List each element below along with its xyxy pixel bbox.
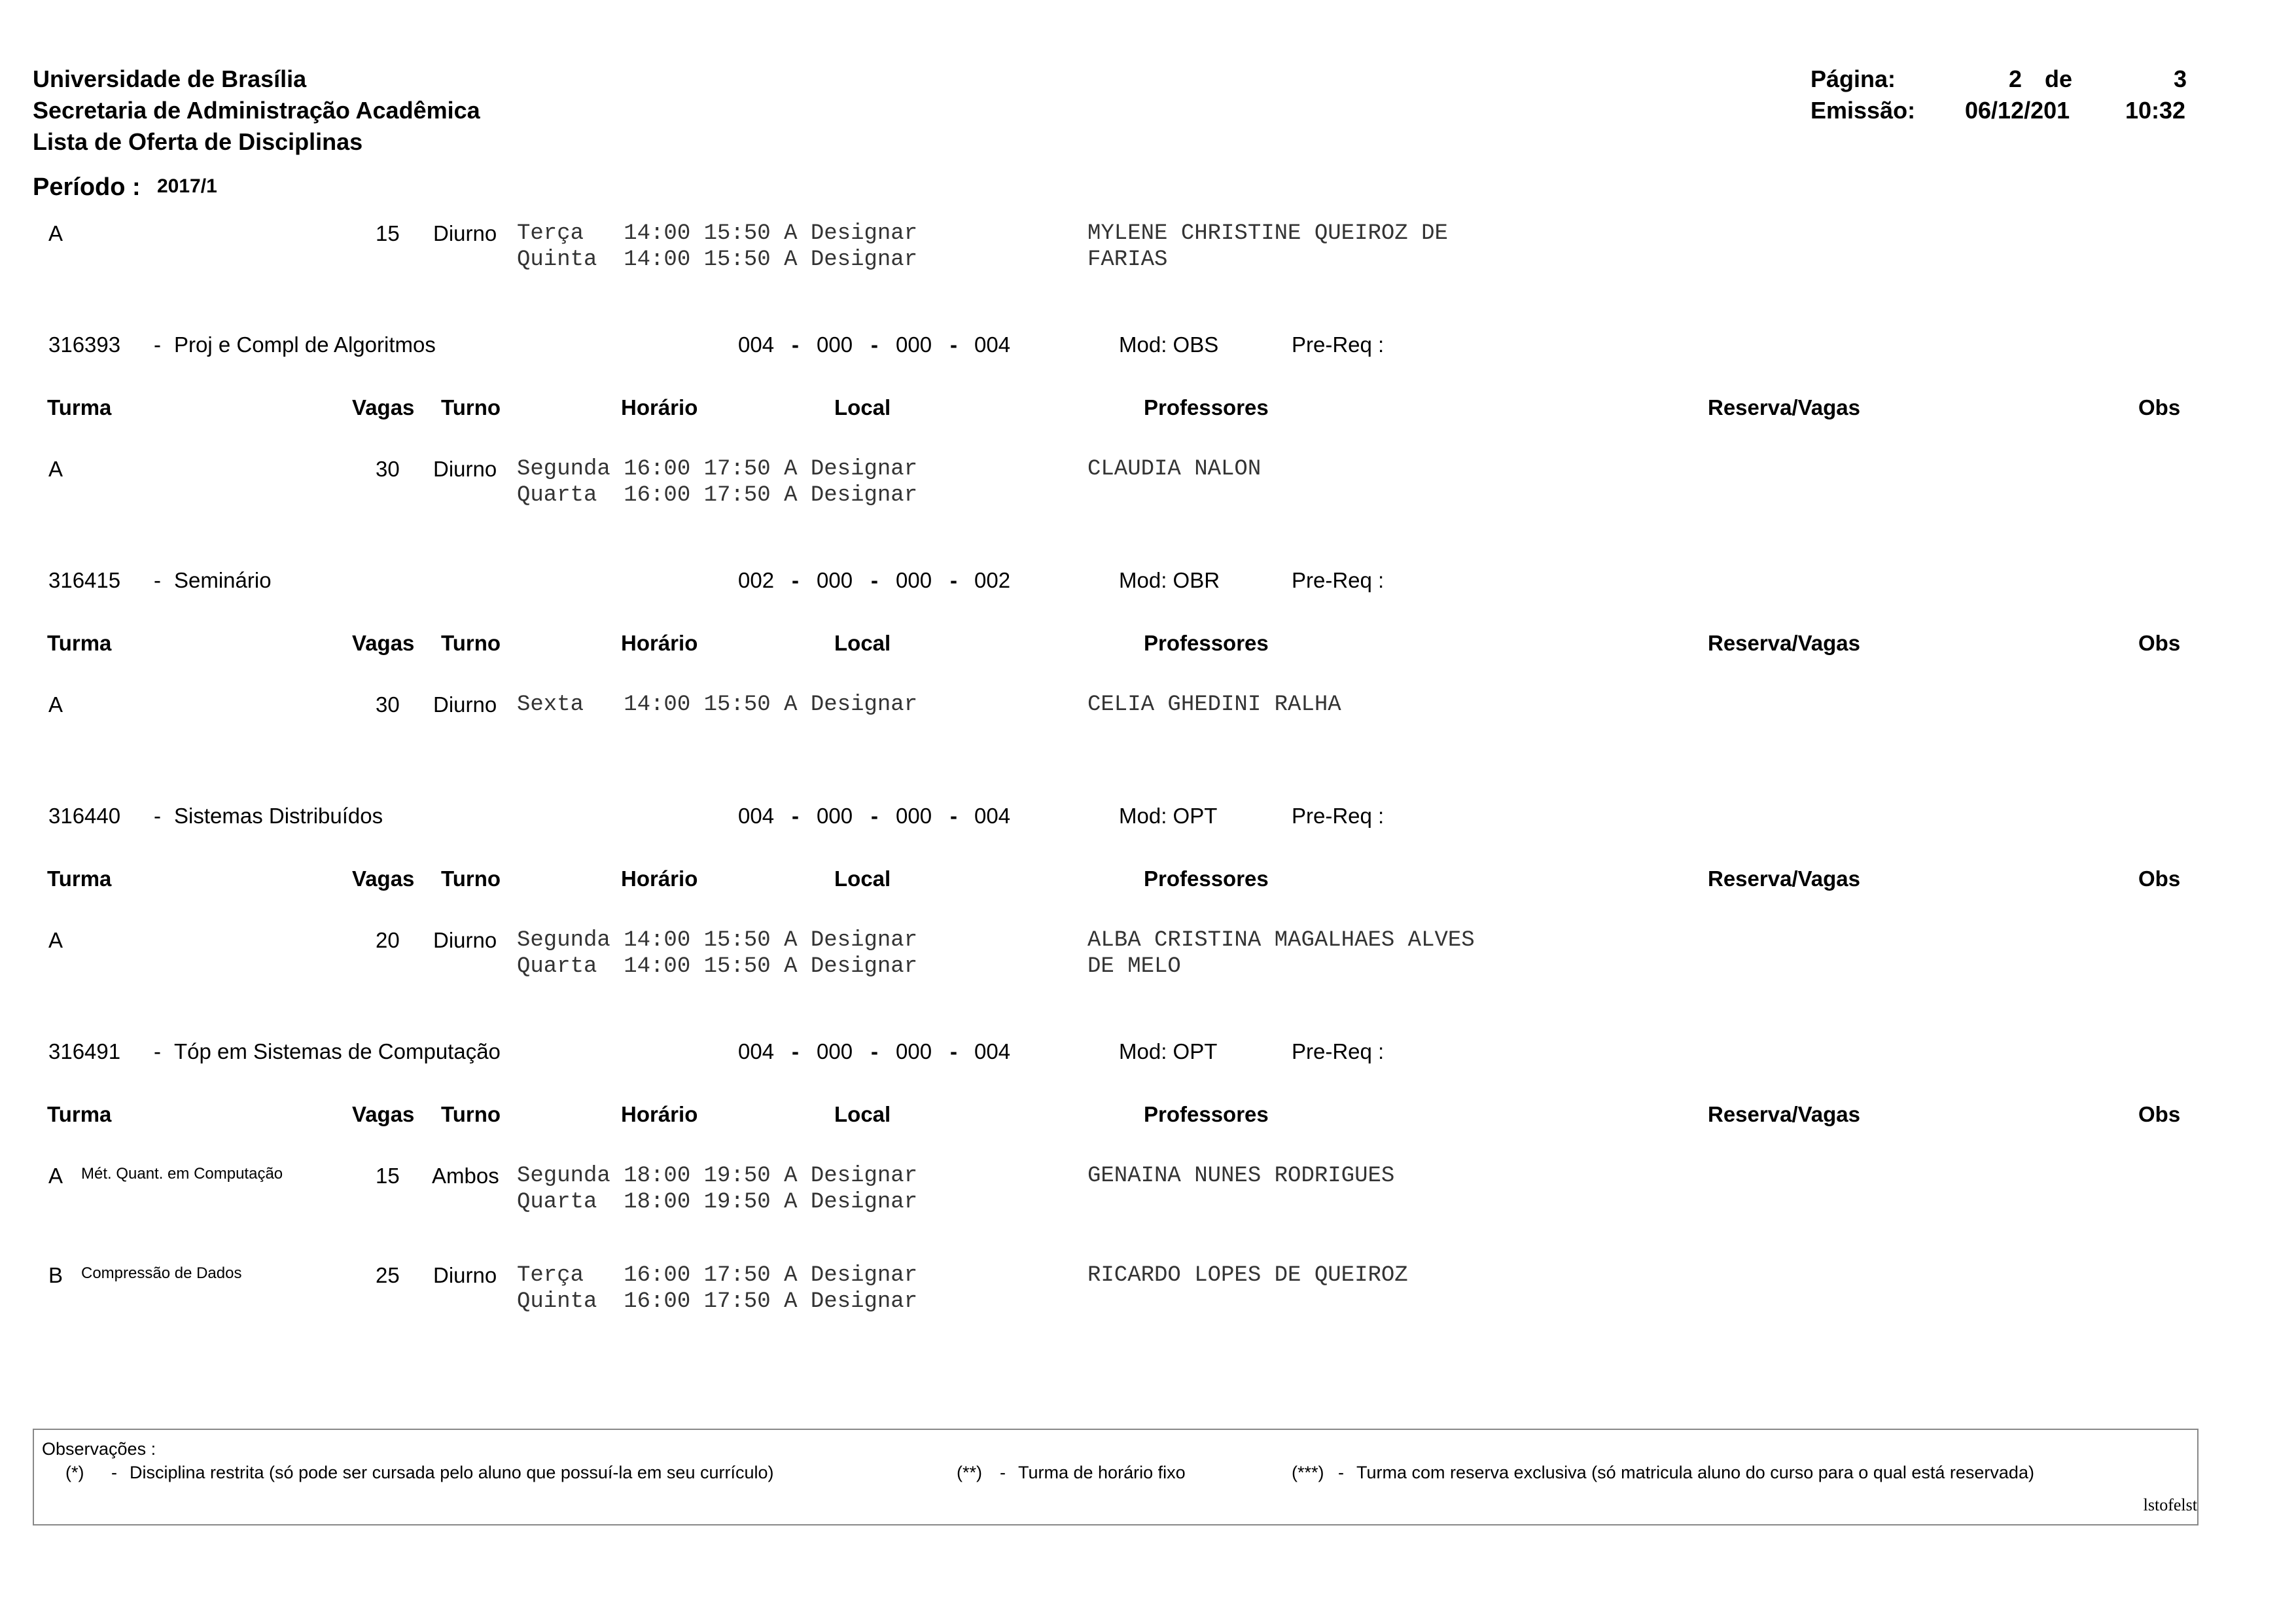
course-prereq: Pre-Req : — [1292, 804, 1385, 828]
credit-value: 004 — [974, 332, 1011, 357]
col-header-horario: Horário — [621, 395, 698, 419]
col-header-turno: Turno — [441, 866, 501, 891]
professor-name: GENAINA NUNES RODRIGUES — [1087, 1164, 1395, 1188]
schedule-line: Quarta 16:00 17:50 A Designar — [517, 483, 918, 508]
turma-turno: Diurno — [433, 692, 497, 717]
col-header-vagas: Vagas — [352, 866, 415, 891]
col-header-horario: Horário — [621, 866, 698, 891]
credit-value: 000 — [817, 332, 853, 357]
credit-value: 004 — [738, 1039, 775, 1063]
obs-mark: (*) — [65, 1463, 84, 1482]
course-separator: - — [154, 332, 161, 357]
col-header-local: Local — [834, 631, 891, 655]
observations-box — [33, 1429, 2199, 1525]
col-header-local: Local — [834, 866, 891, 891]
obs-text: Disciplina restrita (só pode ser cursada pelo aluno que possuí-la em seu currículo) — [130, 1463, 774, 1482]
credit-dash: - — [950, 1039, 957, 1063]
credit-value: 004 — [974, 804, 1011, 828]
turma-turno: Diurno — [433, 928, 497, 952]
col-header-turma: Turma — [47, 866, 112, 891]
course-name: Proj e Compl de Algoritmos — [174, 332, 436, 357]
course-mod: Mod: OPT — [1119, 1039, 1218, 1063]
col-header-reserva: Reserva/Vagas — [1708, 866, 1861, 891]
professor-name: FARIAS — [1087, 247, 1168, 272]
turma-subtitle: Compressão de Dados — [81, 1264, 242, 1282]
schedule-line: Segunda 16:00 17:50 A Designar — [517, 457, 918, 482]
course-prereq: Pre-Req : — [1292, 1039, 1385, 1063]
col-header-professores: Professores — [1144, 631, 1269, 655]
col-header-turno: Turno — [441, 631, 501, 655]
turma-vagas: 30 — [376, 457, 400, 481]
schedule-line: Quarta 14:00 15:50 A Designar — [517, 954, 918, 979]
credit-value: 000 — [817, 568, 853, 592]
course-mod: Mod: OBS — [1119, 332, 1219, 357]
credit-value: 000 — [817, 804, 853, 828]
report-code: lstofelst — [2143, 1495, 2197, 1514]
obs-mark: (***) — [1292, 1463, 1324, 1482]
credit-value: 004 — [738, 332, 775, 357]
professor-name: CLAUDIA NALON — [1087, 457, 1262, 482]
col-header-reserva: Reserva/Vagas — [1708, 1102, 1861, 1126]
col-header-horario: Horário — [621, 631, 698, 655]
emissao-date: 06/12/201 — [1965, 97, 2070, 124]
periodo-label: Período : — [33, 173, 141, 201]
turma-vagas: 15 — [376, 1164, 400, 1188]
course-name: Sistemas Distribuídos — [174, 804, 383, 828]
course-code: 316491 — [48, 1039, 121, 1063]
observations-title: Observações : — [42, 1439, 156, 1459]
course-name: Seminário — [174, 568, 272, 592]
turma-letter: A — [48, 221, 63, 245]
obs-text: Turma com reserva exclusiva (só matricula aluno do curso para o qual está reservada) — [1356, 1463, 2034, 1482]
credit-dash: - — [792, 804, 799, 828]
pagina-number: 2 — [2009, 65, 2022, 92]
course-prereq: Pre-Req : — [1292, 568, 1385, 592]
turma-turno: Diurno — [433, 457, 497, 481]
credit-dash: - — [950, 804, 957, 828]
periodo-value: 2017/1 — [157, 175, 217, 197]
course-code: 316393 — [48, 332, 121, 357]
col-header-vagas: Vagas — [352, 395, 415, 419]
turma-turno: Ambos — [432, 1164, 499, 1188]
col-header-professores: Professores — [1144, 866, 1269, 891]
credit-value: 004 — [738, 804, 775, 828]
turma-turno: Diurno — [433, 221, 497, 245]
col-header-reserva: Reserva/Vagas — [1708, 395, 1861, 419]
turma-letter: A — [48, 457, 63, 481]
schedule-line: Quinta 16:00 17:50 A Designar — [517, 1289, 918, 1314]
col-header-obs: Obs — [2138, 1102, 2181, 1126]
professor-name: CELIA GHEDINI RALHA — [1087, 692, 1341, 717]
col-header-turma: Turma — [47, 631, 112, 655]
credit-value: 000 — [896, 804, 932, 828]
col-header-obs: Obs — [2138, 395, 2181, 419]
col-header-professores: Professores — [1144, 395, 1269, 419]
turma-letter: A — [48, 1164, 63, 1188]
course-prereq: Pre-Req : — [1292, 332, 1385, 357]
pagina-label: Página: — [1810, 65, 1896, 92]
schedule-line: Terça 14:00 15:50 A Designar — [517, 221, 918, 246]
credit-value: 000 — [896, 332, 932, 357]
list-title: Lista de Oferta de Disciplinas — [33, 128, 363, 155]
credit-dash: - — [871, 1039, 878, 1063]
turma-letter: B — [48, 1263, 63, 1287]
credit-dash: - — [792, 568, 799, 592]
professor-name: RICARDO LOPES DE QUEIROZ — [1087, 1263, 1408, 1288]
turma-vagas: 15 — [376, 221, 400, 245]
schedule-line: Sexta 14:00 15:50 A Designar — [517, 692, 918, 717]
professor-name: ALBA CRISTINA MAGALHAES ALVES — [1087, 928, 1475, 953]
col-header-turno: Turno — [441, 395, 501, 419]
obs-text: Turma de horário fixo — [1018, 1463, 1186, 1482]
turma-letter: A — [48, 692, 63, 717]
course-code: 316440 — [48, 804, 121, 828]
course-mod: Mod: OBR — [1119, 568, 1220, 592]
credit-dash: - — [950, 332, 957, 357]
credit-dash: - — [950, 568, 957, 592]
obs-separator: - — [1000, 1463, 1006, 1482]
professor-name: MYLENE CHRISTINE QUEIROZ DE — [1087, 221, 1448, 246]
turma-subtitle: Mét. Quant. em Computação — [81, 1165, 283, 1183]
credit-dash: - — [871, 804, 878, 828]
turma-vagas: 30 — [376, 692, 400, 717]
credit-value: 002 — [738, 568, 775, 592]
col-header-local: Local — [834, 1102, 891, 1126]
course-mod: Mod: OPT — [1119, 804, 1218, 828]
turma-vagas: 20 — [376, 928, 400, 952]
col-header-local: Local — [834, 395, 891, 419]
professor-name: DE MELO — [1087, 954, 1181, 979]
pagina-de-label: de — [2045, 65, 2073, 92]
credit-value: 004 — [974, 1039, 1011, 1063]
schedule-line: Segunda 18:00 19:50 A Designar — [517, 1164, 918, 1188]
emissao-time: 10:32 — [2125, 97, 2186, 124]
obs-mark: (**) — [957, 1463, 982, 1482]
col-header-vagas: Vagas — [352, 1102, 415, 1126]
course-separator: - — [154, 1039, 161, 1063]
schedule-line: Segunda 14:00 15:50 A Designar — [517, 928, 918, 953]
col-header-horario: Horário — [621, 1102, 698, 1126]
course-separator: - — [154, 804, 161, 828]
emissao-label: Emissão: — [1810, 97, 1916, 124]
col-header-obs: Obs — [2138, 866, 2181, 891]
credit-value: 000 — [896, 1039, 932, 1063]
col-header-turno: Turno — [441, 1102, 501, 1126]
col-header-professores: Professores — [1144, 1102, 1269, 1126]
turma-letter: A — [48, 928, 63, 952]
schedule-line: Quarta 18:00 19:50 A Designar — [517, 1190, 918, 1215]
schedule-line: Quinta 14:00 15:50 A Designar — [517, 247, 918, 272]
schedule-line: Terça 16:00 17:50 A Designar — [517, 1263, 918, 1288]
col-header-obs: Obs — [2138, 631, 2181, 655]
turma-vagas: 25 — [376, 1263, 400, 1287]
obs-separator: - — [1338, 1463, 1344, 1482]
col-header-vagas: Vagas — [352, 631, 415, 655]
credit-value: 002 — [974, 568, 1011, 592]
secretariat-name: Secretaria de Administração Acadêmica — [33, 97, 480, 124]
university-name: Universidade de Brasília — [33, 65, 307, 92]
course-name: Tóp em Sistemas de Computação — [174, 1039, 501, 1063]
credit-dash: - — [792, 1039, 799, 1063]
course-separator: - — [154, 568, 161, 592]
col-header-reserva: Reserva/Vagas — [1708, 631, 1861, 655]
course-code: 316415 — [48, 568, 121, 592]
credit-dash: - — [871, 568, 878, 592]
credit-dash: - — [792, 332, 799, 357]
obs-separator: - — [111, 1463, 117, 1482]
col-header-turma: Turma — [47, 395, 112, 419]
turma-turno: Diurno — [433, 1263, 497, 1287]
credit-dash: - — [871, 332, 878, 357]
col-header-turma: Turma — [47, 1102, 112, 1126]
credit-value: 000 — [896, 568, 932, 592]
pagina-total: 3 — [2174, 65, 2187, 92]
credit-value: 000 — [817, 1039, 853, 1063]
